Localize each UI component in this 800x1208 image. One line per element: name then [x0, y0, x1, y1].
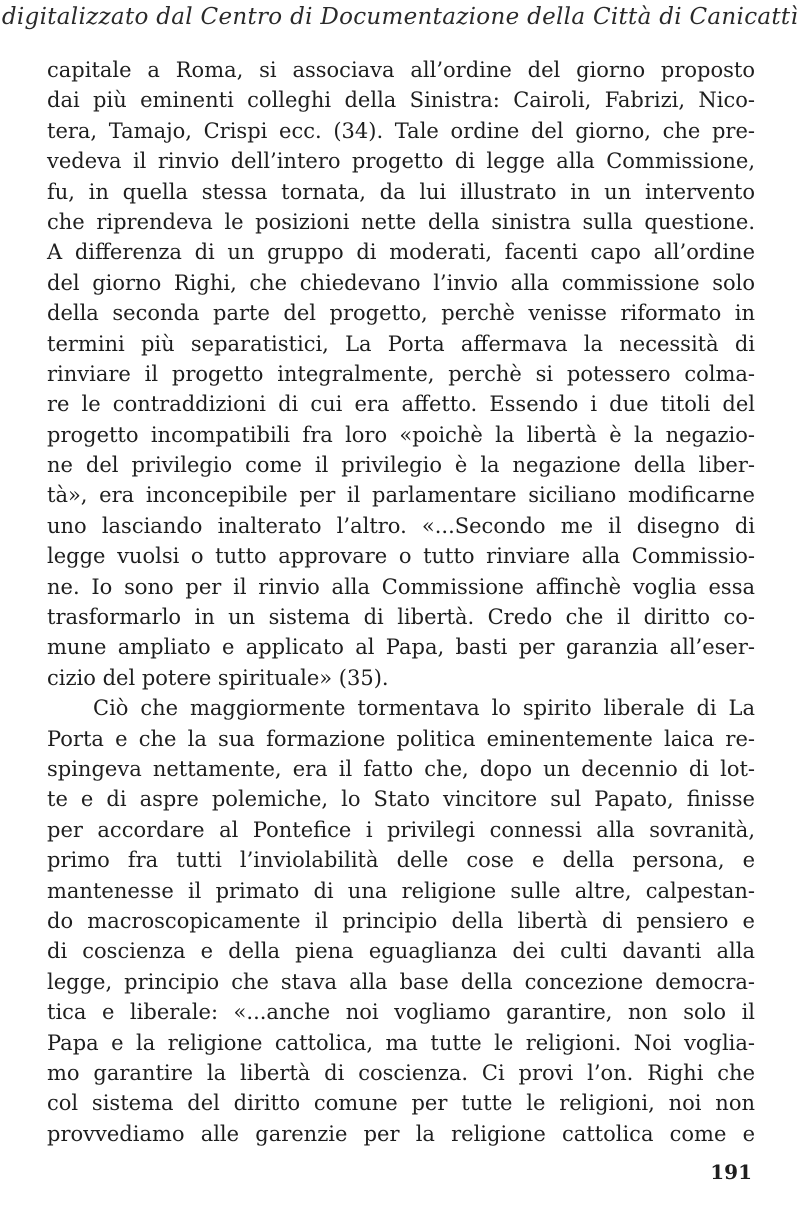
text-line: della seconda parte del progetto, perchè venisse riformato in: [47, 301, 755, 326]
text-line: mune ampliato e applicato al Papa, basti per garanzia all’eser-: [47, 635, 755, 660]
text-line: Ciò che maggiormente tormentava lo spirito liberale di La: [93, 696, 755, 721]
text-line: tà», era inconcepibile per il parlamentare siciliano modificarne: [47, 483, 755, 508]
text-line: uno lasciando inalterato l’altro. «...Secondo me il disegno di: [47, 513, 755, 538]
text-line: te e di aspre polemiche, lo Stato vincitore sul Papato, finisse: [47, 787, 755, 812]
page-body-text: [47, 55, 755, 1149]
text-line: primo fra tutti l’inviolabilità delle cose e della persona, e: [47, 848, 755, 873]
text-line: vedeva il rinvio dell’intero progetto di legge alla Commissione,: [47, 149, 755, 174]
text-line: trasformarlo in un sistema di libertà. Credo che il diritto co-: [47, 605, 755, 630]
paragraph-1: [47, 55, 755, 693]
text-line: legge, principio che stava alla base della concezione democra-: [47, 969, 755, 994]
text-line: fu, in quella stessa tornata, da lui illustrato in un intervento: [47, 179, 755, 204]
text-line: provvediamo alle garenzie per la religione cattolica come e: [47, 1121, 755, 1146]
text-line: mantenesse il primato di una religione sulle altre, calpestan-: [47, 878, 755, 903]
text-line: cizio del potere spirituale» (35).: [47, 665, 389, 690]
text-line: tica e liberale: «...anche noi vogliamo garantire, non solo il: [47, 1000, 755, 1025]
text-line: A differenza di un gruppo di moderati, facenti capo all’ordine: [47, 240, 755, 265]
text-line: re le contraddizioni di cui era affetto. Essendo i due titoli del: [47, 392, 755, 417]
text-line: capitale a Roma, si associava all’ordine del giorno proposto: [47, 58, 755, 82]
text-line: ne. Io sono per il rinvio alla Commissione affinchè voglia essa: [47, 574, 755, 599]
text-line: del giorno Righi, che chiedevano l’invio alla commissione solo: [47, 270, 755, 295]
text-line: per accordare al Pontefice i privilegi connessi alla sovranità,: [47, 817, 755, 842]
page-number: 191: [710, 1160, 752, 1184]
text-line: di coscienza e della piena eguaglianza dei culti davanti alla: [47, 939, 755, 964]
text-line: legge vuolsi o tutto approvare o tutto rinviare alla Commissio-: [47, 544, 755, 569]
text-line: ne del privilegio come il privilegio è la negazione della liber-: [47, 453, 755, 478]
text-line: rinviare il progetto integralmente, perchè si potessero colma-: [47, 361, 755, 386]
paragraph-2: [47, 693, 755, 1149]
text-line: spingeva nettamente, era il fatto che, dopo un decennio di lot-: [47, 756, 755, 781]
text-line: tera, Tamajo, Crispi ecc. (34). Tale ordine del giorno, che pre-: [47, 118, 755, 143]
text-line: col sistema del diritto comune per tutte le religioni, noi non: [47, 1091, 755, 1116]
text-line: do macroscopicamente il principio della libertà di pensiero e: [47, 908, 755, 933]
text-line: che riprendeva le posizioni nette della sinistra sulla questione.: [47, 209, 755, 234]
text-line: dai più eminenti colleghi della Sinistra: Cairoli, Fabrizi, Nico-: [47, 88, 755, 113]
text-line: mo garantire la libertà di coscienza. Ci provi l’on. Righi che: [47, 1060, 755, 1085]
text-line: Papa e la religione cattolica, ma tutte le religioni. Noi voglia-: [47, 1030, 755, 1055]
text-line: progetto incompatibili fra loro «poichè la libertà è la negazio-: [47, 422, 755, 447]
text-line: Porta e che la sua formazione politica eminentemente laica re-: [47, 726, 755, 751]
text-line: termini più separatistici, La Porta affermava la necessità di: [47, 331, 755, 356]
watermark-header: digitalizzato dal Centro di Documentazione della Città di Canicattì: [1, 4, 799, 30]
